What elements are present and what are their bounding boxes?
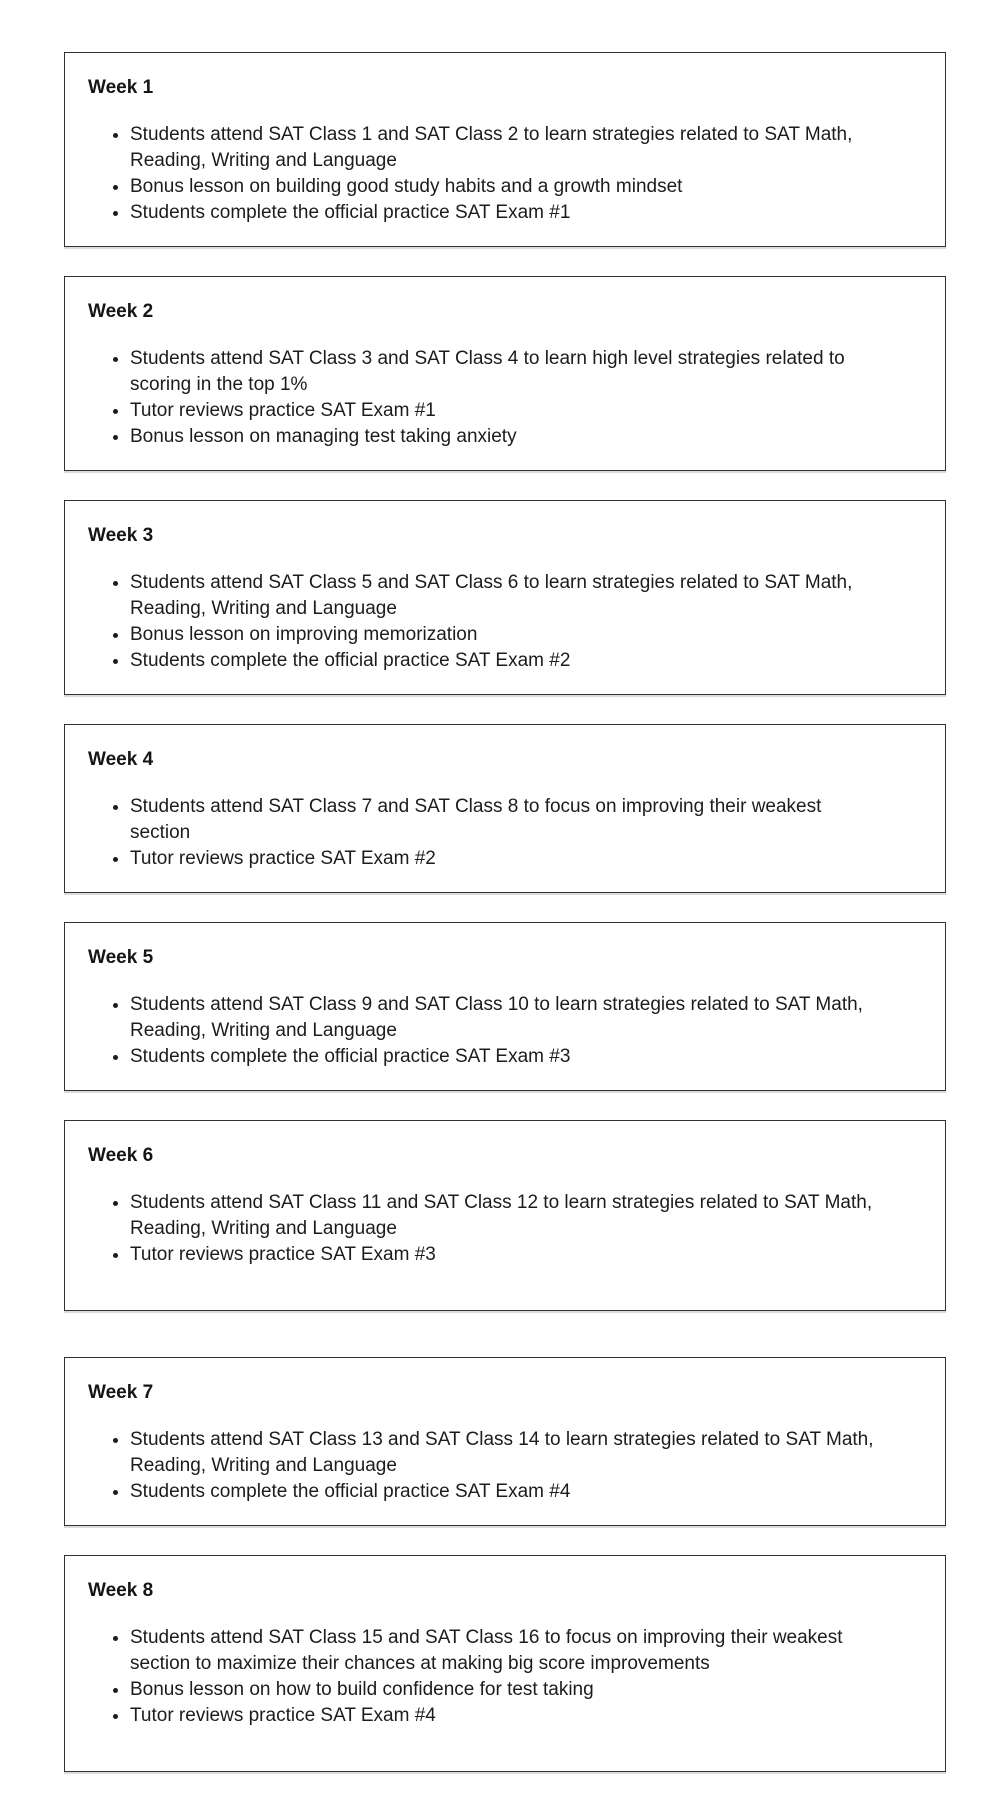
bullet-item: • Students complete the official practice SAT Exam #2 [130,648,880,674]
bullet-item: • Students complete the official practice SAT Exam #4 [130,1479,880,1505]
week-card-5 [64,922,946,1091]
week-bullet-list [88,794,921,872]
week-title: Week 5 [88,947,154,968]
bullet-item: • Bonus lesson on how to build confidence for test taking [130,1677,880,1703]
bullet-item: • Bonus lesson on building good study habits and a growth mindset [130,174,880,200]
week-title: Week 3 [88,525,154,546]
bullet-item: • Bonus lesson on managing test taking anxiety [130,424,880,450]
bullet-item: • Students complete the official practice SAT Exam #1 [130,200,880,226]
bullet-item: • Students attend SAT Class 13 and SAT Class 14 to learn strategies related to SAT Math, Reading, Writing and Language [130,1427,880,1479]
week-title: Week 1 [88,77,154,98]
week-card-8 [64,1555,946,1772]
week-card-6 [64,1120,946,1311]
week-card-7 [64,1357,946,1526]
bullet-item: • Tutor reviews practice SAT Exam #4 [130,1703,880,1729]
week-title: Week 8 [88,1580,154,1601]
week-card-3 [64,500,946,695]
week-bullet-list [88,992,921,1070]
week-title: Week 4 [88,749,154,770]
week-title: Week 6 [88,1145,154,1166]
bullet-item: • Students complete the official practice SAT Exam #3 [130,1044,880,1070]
bullet-item: • Students attend SAT Class 15 and SAT Class 16 to focus on improving their weakest section to maximize their chances at making big score improvements [130,1625,880,1677]
bullet-item: • Bonus lesson on improving memorization [130,622,880,648]
bullet-item: • Tutor reviews practice SAT Exam #3 [130,1242,880,1268]
bullet-item: • Tutor reviews practice SAT Exam #1 [130,398,880,424]
bullet-item: • Students attend SAT Class 9 and SAT Class 10 to learn strategies related to SAT Math, Reading, Writing and Language [130,992,880,1044]
bullet-item: • Students attend SAT Class 3 and SAT Class 4 to learn high level strategies related to scoring in the top 1% [130,346,880,398]
week-bullet-list [88,570,921,674]
week-card-1 [64,52,946,247]
bullet-item: • Students attend SAT Class 5 and SAT Class 6 to learn strategies related to SAT Math, Reading, Writing and Language [130,570,880,622]
week-title: Week 2 [88,301,154,322]
bullet-item: • Students attend SAT Class 11 and SAT Class 12 to learn strategies related to SAT Math, Reading, Writing and Language [130,1190,880,1242]
week-card-4 [64,724,946,893]
week-bullet-list [88,346,921,450]
bullet-item: • Students attend SAT Class 7 and SAT Class 8 to focus on improving their weakest section [130,794,880,846]
week-title: Week 7 [88,1382,154,1403]
bullet-item: • Students attend SAT Class 1 and SAT Class 2 to learn strategies related to SAT Math, Reading, Writing and Language [130,122,880,174]
week-bullet-list [88,1625,921,1729]
week-card-2 [64,276,946,471]
week-bullet-list [88,1427,921,1505]
week-bullet-list [88,1190,921,1268]
week-bullet-list [88,122,921,226]
bullet-item: • Tutor reviews practice SAT Exam #2 [130,846,880,872]
